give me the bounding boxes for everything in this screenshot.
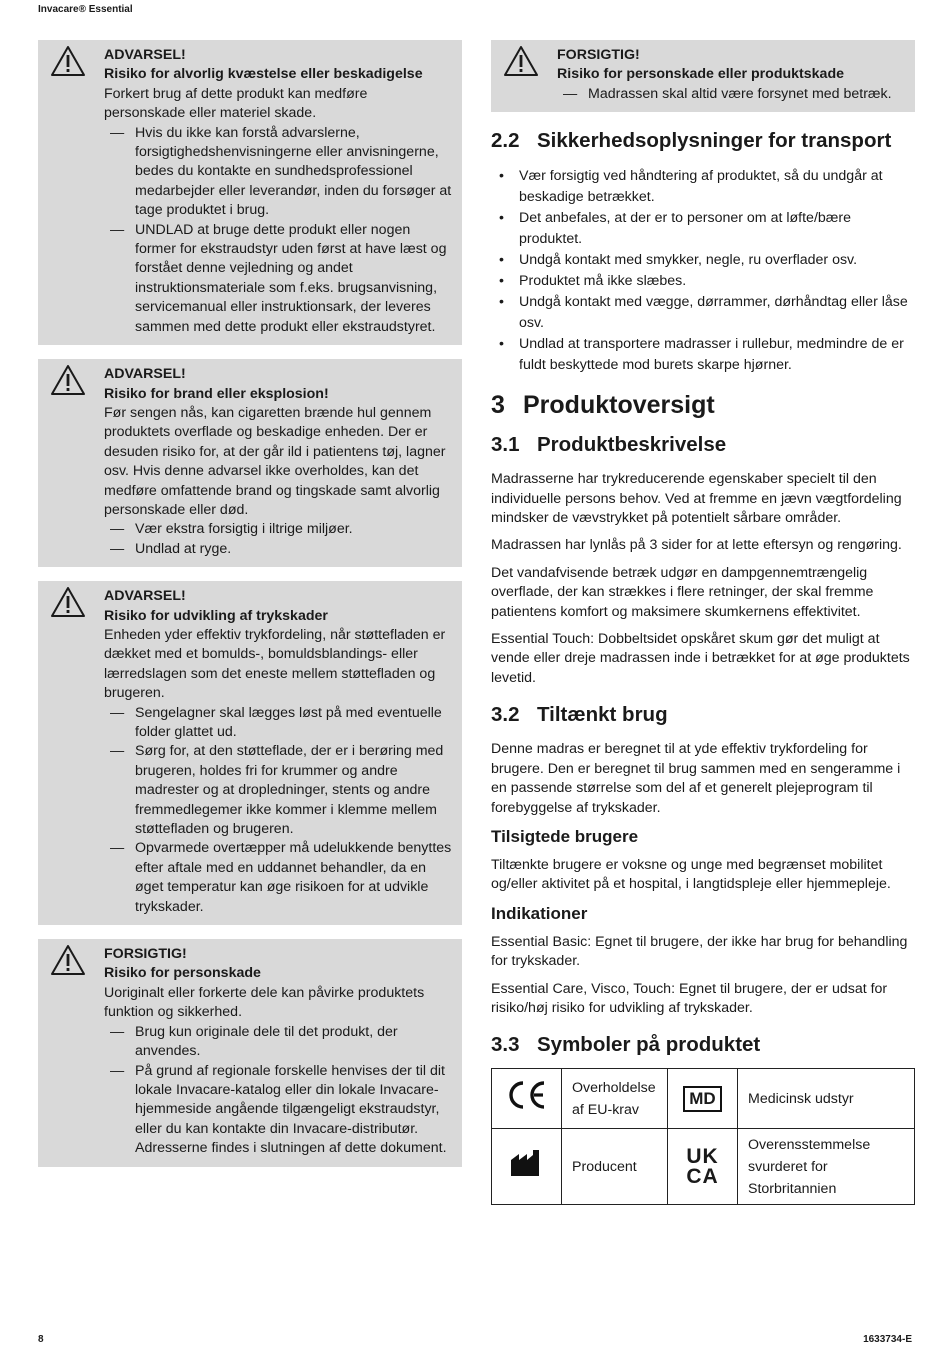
paragraph: Tiltænkte brugere er voksne og unge med begrænset mobilitet og/eller aktivitet på et hospital, i langtidspleje eller hjemmepleje. (491, 856, 891, 893)
table-cell (492, 1069, 562, 1129)
risk-title: Risiko for brand eller eksplosion! (104, 385, 329, 402)
paragraph: Madrassen har lynlås på 3 sider for at lette eftersyn og rengøring. (491, 537, 902, 554)
section-title: Sikkerhedsoplysninger for transport (537, 129, 892, 153)
bullet-item: • Produktet må ikke slæbes. (491, 271, 915, 292)
table-cell (668, 1129, 738, 1205)
chapter-number: 3 (491, 391, 505, 420)
signal-word: ADVARSEL! (104, 588, 186, 605)
notice-list (110, 704, 452, 917)
ce-mark-icon (506, 1079, 548, 1111)
notice-list (110, 1023, 452, 1159)
section-number: 3.1 (491, 433, 520, 457)
chapter-title: Produktoversigt (523, 391, 715, 420)
notice-text: Uoriginalt eller forkerte dele kan påvirke produktets funktion og sikkerhed. (104, 984, 425, 1021)
notice-list (563, 85, 905, 104)
left-column (38, 40, 462, 1181)
page-number: 8 (38, 1334, 44, 1345)
caution-notice (38, 939, 462, 1166)
table-cell: Producent (562, 1129, 668, 1205)
table-cell: Overholdelse af EU-krav (562, 1069, 668, 1129)
warning-notice (38, 359, 462, 567)
notice-list (110, 124, 452, 337)
notice-text: Enheden yder effektiv trykfordeling, når støttefladen er dækket med et bomulds-, bomuldsblandings- eller lærredslagen som det eneste mellem støttefladen og brugeren. (104, 626, 446, 702)
notice-item: — Brug kun originale dele til det produkt, der anvendes. (110, 1023, 452, 1062)
notice-item: — Vær ekstra forsigtig i iltrige miljøer. (110, 520, 452, 539)
risk-title: Risiko for alvorlig kvæstelse eller beskadigelse (104, 66, 423, 83)
warning-notice (38, 40, 462, 345)
notice-item: — På grund af regionale forskelle henvises der til dit lokale Invacare-katalog eller din lokale Invacare-hjemmeside angående tilgængeligt ekstraudstyr, eller du kan kontakte din Invacare-distributør. Adresserne findes i slutningen af dette dokument. (110, 1062, 452, 1159)
paragraph: Madrasserne har trykreducerende egenskaber specielt til den individuelle persons behov. Ved at fremme en jævn vægtfordeling mindsker de vævstrykket på potentielt sårbare områder. (491, 471, 902, 527)
table-row (492, 1129, 915, 1205)
section-heading-description (491, 432, 915, 458)
right-column (491, 40, 915, 1205)
section-number: 2.2 (491, 129, 520, 153)
notice-text: Før sengen nås, kan cigaretten brænde hul gennem produktets overflade og beskadige enheden. Der er desuden risiko for, at der går ild i patientens tøj, lagner osv. Hvis denne advarsel ikke overholdes, kan det medføre omfattende brand og tingskade samt alvorlig personskade eller død. (104, 404, 446, 518)
notice-list (110, 520, 452, 559)
transport-bullet-list (491, 166, 915, 376)
bullet-item: • Undgå kontakt med vægge, dørrammer, dørhåndtag eller låse osv. (491, 292, 915, 334)
chapter-heading-overview (491, 390, 915, 420)
subheading-indications: Indikationer (491, 903, 588, 923)
table-cell (668, 1069, 738, 1129)
warning-triangle-icon (50, 45, 86, 77)
notice-item: — Undlad at ryge. (110, 540, 452, 559)
section-title: Symboler på produktet (537, 1033, 761, 1057)
notice-item: — Sengelagner skal lægges løst på med eventuelle folder glattet ud. (110, 704, 452, 743)
bullet-item: • Undgå kontakt med smykker, negle, ru overflader osv. (491, 250, 915, 271)
risk-title: Risiko for personskade eller produktskade (557, 66, 844, 83)
section-heading-symbols (491, 1032, 915, 1058)
signal-word: ADVARSEL! (104, 47, 186, 63)
ukca-top-text: UK (686, 1144, 719, 1168)
section-heading-transport (491, 128, 915, 154)
table-cell: Medicinsk udstyr (738, 1069, 915, 1129)
paragraph: Essential Basic: Egnet til brugere, der ikke har brug for behandling for trykskader. (491, 933, 908, 970)
warning-triangle-icon (50, 364, 86, 396)
section-title: Produktbeskrivelse (537, 433, 727, 457)
section-heading-intended-use (491, 702, 915, 728)
risk-title: Risiko for udvikling af trykskader (104, 607, 328, 624)
notice-item: — Opvarmede overtæpper må udelukkende benyttes efter aftale med en uddannet behandler, da en øget temperatur kan øge risikoen for at udvikle trykskader. (110, 839, 452, 917)
notice-item: — Sørg for, at den støtteflade, der er i berøring med brugeren, holdes fri for krummer og andre madrester og at dropledninger, stents og andre fremmedlegemer ikke kommer i klemme mellem støttefladen og brugeren. (110, 742, 452, 839)
notice-item: — Madrassen skal altid være forsynet med betræk. (563, 85, 905, 104)
ukca-icon (672, 1144, 733, 1188)
ukca-bottom-text: CA (686, 1164, 719, 1188)
document-id: 1633734-E (863, 1334, 912, 1345)
warning-triangle-icon (50, 944, 86, 976)
warning-triangle-icon (503, 45, 539, 77)
bullet-item: • Undlad at transportere madrasser i rullebur, medmindre de er fuldt beskyttede mod burets skarpe hjørner. (491, 334, 915, 376)
notice-item: — Hvis du ikke kan forstå advarslerne, forsigtighedshenvisningerne eller anvisningerne, bedes du kontakte en sundhedsprofessionel medarbejder eller leverandør, inden du forsøger at tage produktet i brug. (110, 124, 452, 221)
paragraph: Det vandafvisende betræk udgør en dampgennemtrængelig overflade, der kan strækkes i flere retninger, der skal fremme patientens komfort og maksimere skumkernens effektivitet. (491, 564, 874, 620)
paragraph: Denne madras er beregnet til at yde effektiv trykfordeling for brugere. Den er beregnet til brug sammen med en sengeramme i en passende størrelse som del af et generelt plejeprogram til forebyggelse af trykskader. (491, 741, 901, 816)
signal-word: FORSIGTIG! (557, 47, 640, 63)
bullet-item: • Vær forsigtig ved håndtering af produktet, så du undgår at beskadige betrækket. (491, 166, 915, 208)
signal-word: ADVARSEL! (104, 366, 186, 383)
section-title: Tiltænkt brug (537, 703, 668, 727)
paragraph: Essential Touch: Dobbeltsidet opskåret skum gør det muligt at vende eller dreje madrassen inde i betrækket for at øge produktets levetid. (491, 631, 910, 686)
notice-item: — UNDLAD at bruge dette produkt eller nogen former for ekstraudstyr uden først at have læst og forstået denne vejledning og andet instruktionsmateriale som f.eks. brugsanvisning, servicemanual eller instruktionsark, der leveres sammen med dette produkt eller ekstraudstyret. (110, 221, 452, 337)
notice-text: Forkert brug af dette produkt kan medføre personskade eller materiel skade. (104, 85, 368, 122)
bullet-item: • Det anbefales, at der er to personer om at løfte/bære produktet. (491, 208, 915, 250)
section-number: 3.2 (491, 703, 520, 727)
paragraph: Essential Care, Visco, Touch: Egnet til brugere, der er udsat for risiko/høj risiko for udvikling af trykskader. (491, 980, 888, 1016)
md-icon (683, 1086, 721, 1112)
warning-notice (38, 581, 462, 925)
section-number: 3.3 (491, 1033, 520, 1057)
risk-title: Risiko for personskade (104, 965, 261, 982)
signal-word: FORSIGTIG! (104, 946, 187, 963)
manufacturer-icon (509, 1148, 545, 1178)
warning-triangle-icon (50, 586, 86, 618)
symbols-table (491, 1068, 915, 1205)
md-icon-text: MD (689, 1088, 716, 1108)
caution-notice (491, 40, 915, 112)
table-row (492, 1069, 915, 1129)
table-cell (492, 1129, 562, 1205)
subheading-intended-users: Tilsigtede brugere (491, 826, 639, 846)
table-cell: Overensstemmelse svurderet for Storbritannien (738, 1129, 915, 1205)
header-title: Invacare® Essential (38, 4, 133, 15)
